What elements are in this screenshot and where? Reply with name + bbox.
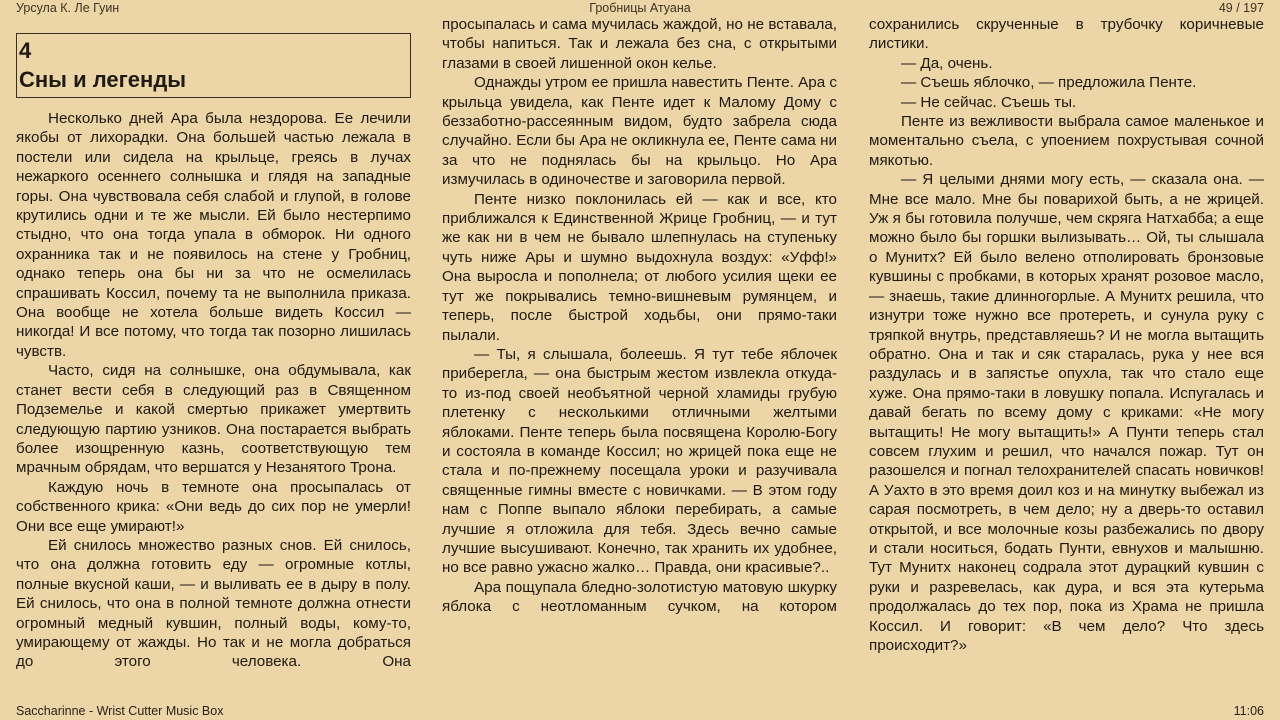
text-column-3[interactable] [869, 15, 1264, 655]
chapter-heading [16, 33, 411, 98]
paragraph: Часто, сидя на солнышке, она обдумывала, как станет вести себя в следующий раз в Священном Подземелье и какой смертью прикажет умертвить следующую партию узников. Она постарается выбрать более изощренную казнь, соответствующую тем мрачным обрядам, что вершатся у Незанятого Трона. [16, 362, 411, 477]
chapter-number: 4 [19, 38, 32, 63]
text-column-1[interactable] [16, 33, 411, 672]
chapter-title: Сны и легенды [19, 67, 187, 92]
page-indicator: 49 / 197 [1218, 1, 1264, 15]
paragraph: — Ты, я слышала, болеешь. Я тут тебе яблочек приберегла, — она быстрым жестом извлекла откуда-то из-под своей необъятной черной хламиды грубую плетенку с несколькими отличными желтыми яблоками. Пенте теперь была посвящена Королю-Богу и состояла в команде Коссил; но жрицей пока еще не стала и по-прежнему посещала уроки и разучивала священные гимны вместе с новичками. — В этом году нам с Поппе выпало яблоки перебирать, а самые лучшие я отложила для тебя. Здесь вечно самые лучшие высушивают. Конечно, так хранить их удобнее, но все равно ужасно жалко… Правда, они красивые?.. [442, 345, 837, 577]
paragraph: — Да, очень. [901, 54, 993, 72]
status-clock: 11:06 [1233, 704, 1264, 718]
paragraph: просыпалась и сама мучилась жаждой, но не вставала, чтобы напиться. Так и лежала без сна, с открытыми глазами в своей лишенной окон келье. [442, 16, 837, 72]
paragraph: Ара пощупала бледно-золотистую матовую шкурку яблока с неотломанным сучком, на котором [442, 578, 837, 616]
paragraph: Пенте низко поклонилась ей — как и все, кто приближался к Единственной Жрице Гробниц, — и тут же как ни в чем не бывало шлепнулась на ступеньку чуть ниже Ары и шумно выдохнула воздух: «Уфф!» Она выросла и пополнела; от любого усилия щеки ее тут же покрывались темно-вишневым румянцем, и теперь, после быстрой ходьбы, они прямо-таки пылали. [442, 190, 837, 344]
book-title: Гробницы Атуана [589, 1, 691, 15]
paragraph: — Я целыми днями могу есть, — сказала она. — Мне все мало. Мне бы поварихой быть, а не жрицей. Уж я бы готовила получше, чем скряга Натхабба; а еще можно было бы горшки вылизывать… Ой, ты слышала о Мунитх? Ей было велено отполировать бронзовые кувшины с пробками, в которых хранят розовое масло, — знаешь, такие длинногорлые. А Мунитх решила, что изнутри тоже нужно все протереть, и сунула руку с тряпкой внутрь, представляешь? И не могла вытащить обратно. Она и так и сяк старалась, рука у нее вся раздулась и в запястье опухла, так что стало еще хуже. Она прямо-таки в ловушку попала. Испугалась и давай бегать по всему дому с криками: «Не могу вытащить! Не могу вытащить!» А Пунти теперь стал совсем глухим и решил, что начался пожар. Тут он разошелся и погнал телохранителей спасать новичков! А Уахто в это время доил коз и на минутку выбежал из сарая посмотреть, в чем дело; ну а дверь-то оставил открытой, и все молочные козы разбежались по двору и стали носиться, бодать Пунти, евнухов и малышню. Тут Мунитх наконец содрала этот дурацкий кувшин с руки и разревелась, как дура, и вся эта кутерьма продолжалась до тех пор, пока из Храма не пришла Коссил. И говорит: «В чем дело? Что здесь происходит?» [869, 171, 1264, 654]
now-playing-status: Saccharinne - Wrist Cutter Music Box [16, 704, 224, 718]
paragraph: — Не сейчас. Съешь ты. [901, 93, 1077, 111]
paragraph: — Съешь яблочко, — предложила Пенте. [901, 74, 1197, 92]
paragraph: Каждую ночь в темноте она просыпалась от собственного крика: «Они ведь до сих пор не умерли! Они все еще умирают!» [16, 478, 411, 535]
paragraph: Пенте из вежливости выбрала самое маленькое и моментально съела, с упоением похрустывая сочной мякотью. [869, 113, 1264, 169]
text-column-2[interactable] [442, 15, 837, 617]
paragraph: Ей снилось множество разных снов. Ей снилось, что она должна готовить еду — огромные котлы, полные вкусной каши, — и выливать ее в дыру в полу. Ей снилось, что она в полной темноте должна отнести огромный медный кувшин, полный воды, кому-то, умирающему от жажды. Но так и не могла добраться до этого человека. Она [16, 536, 411, 671]
paragraph: сохранились скрученные в трубочку коричневые листики. [869, 16, 1264, 53]
book-author: Урсула К. Ле Гуин [16, 1, 120, 15]
paragraph: Несколько дней Ара была нездорова. Ее лечили якобы от лихорадки. Она большей частью лежала в постели или сидела на крыльце, греясь в лучах нежаркого осеннего солнышка и глядя на западные горы. Она чувствовала себя слабой и глупой, в голове крутились одни и те же мысли. Ей было нестерпимо стыдно, что она тогда упала в обморок. Ни одного охранника так и не появилось на стене у Гробниц, однако теперь она бы ни за что не осмелилась спрашивать Коссил, почему та не выполнила приказа. Она вообще не хотела больше видеть Коссил — никогда! И все потому, что тогда так позорно лишилась чувств. [16, 110, 411, 360]
paragraph: Однажды утром ее пришла навестить Пенте. Ара с крыльца увидела, как Пенте идет к Малому Дому с беззаботно-рассеянным видом, будто забрела сюда случайно. Если бы Ара не окликнула ее, Пенте сама ни за что не поднялась бы на крыльцо. Но Ара измучилась в одиночестве и заговорила первой. [442, 74, 837, 189]
